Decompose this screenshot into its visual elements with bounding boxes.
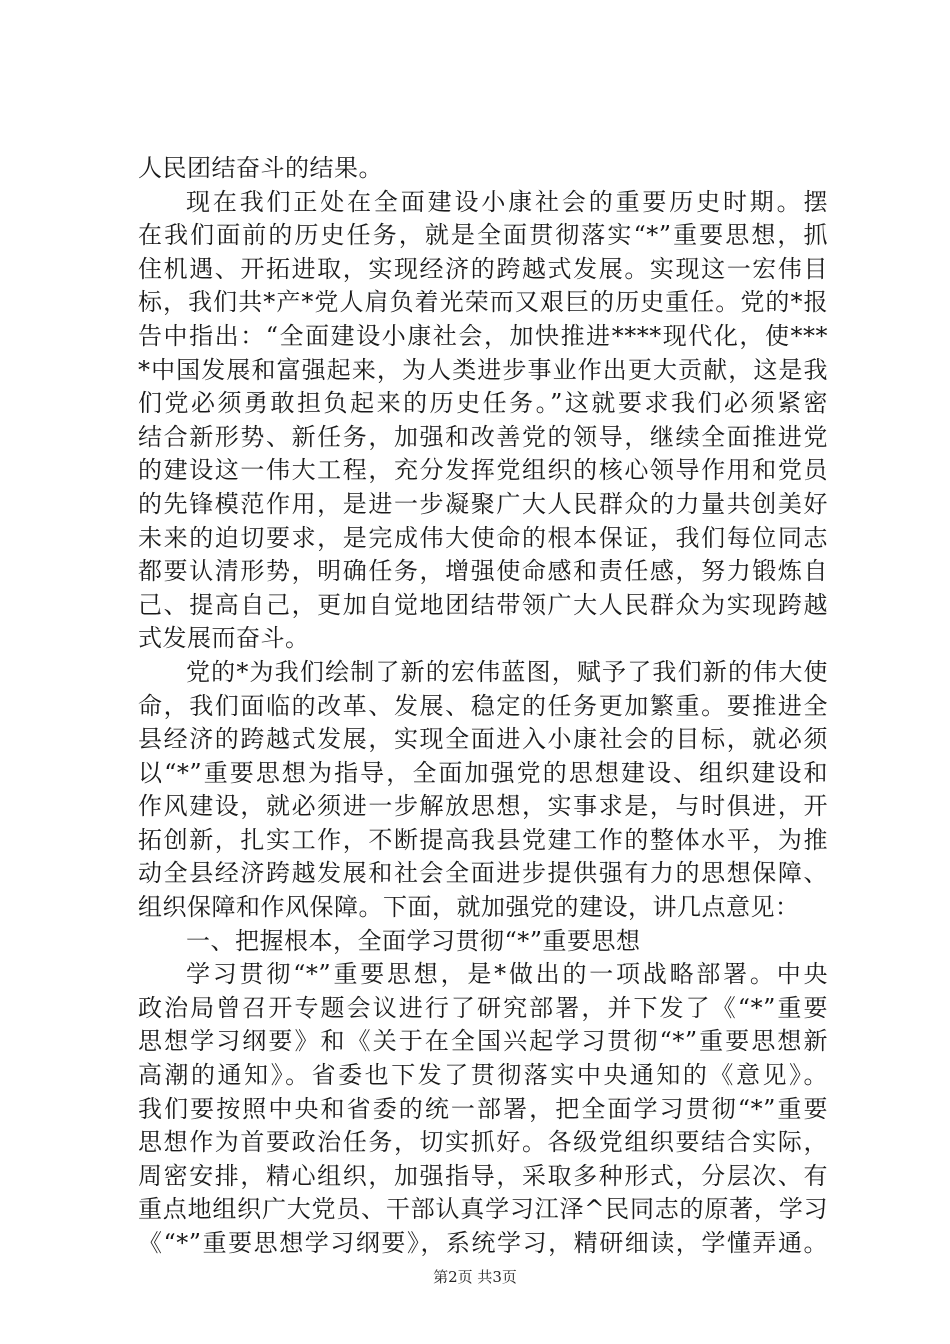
text-line: 在我们面前的历史任务，就是全面贯彻落实“*”重要思想，抓 <box>138 221 828 250</box>
text-line: 己、提高自己，更加自觉地团结带领广大人民群众为实现跨越 <box>138 590 828 619</box>
text-line: 住机遇、开拓进取，实现经济的跨越式发展。实现这一宏伟目 <box>138 254 828 283</box>
text-line: 动全县经济跨越发展和社会全面进步提供强有力的思想保障、 <box>138 859 828 888</box>
text-line: 结合新形势、新任务，加强和改善党的领导，继续全面推进党 <box>138 422 828 451</box>
text-line: 党的*为我们绘制了新的宏伟蓝图，赋予了我们新的伟大使 <box>186 657 828 686</box>
section-heading: 一、把握根本，全面学习贯彻“*”重要思想 <box>186 926 641 955</box>
text-line: 学习贯彻“*”重要思想，是*做出的一项战略部署。中央 <box>186 960 828 989</box>
text-line: 的先锋模范作用，是进一步凝聚广大人民群众的力量共创美好 <box>138 489 828 518</box>
text-line: 命，我们面临的改革、发展、稳定的任务更加繁重。要推进全 <box>138 691 828 720</box>
text-line: 周密安排，精心组织，加强指导，采取多种形式，分层次、有 <box>138 1161 828 1190</box>
text-line: 告中指出：“全面建设小康社会，加快推进****现代化，使*** <box>138 321 828 350</box>
text-line: *中国发展和富强起来，为人类进步事业作出更大贡献，这是我 <box>138 355 828 384</box>
text-line: 思想作为首要政治任务，切实抓好。各级党组织要结合实际， <box>138 1128 828 1157</box>
text-line: 未来的迫切要求，是完成伟大使命的根本保证，我们每位同志 <box>138 523 828 552</box>
text-line: 高潮的通知》。省委也下发了贯彻落实中央通知的《意见》。 <box>138 1061 828 1090</box>
text-line: 们党必须勇敢担负起来的历史任务。”这就要求我们必须紧密 <box>138 389 828 418</box>
text-line: 标，我们共*产*党人肩负着光荣而又艰巨的历史重任。党的*报 <box>138 288 828 317</box>
text-line: 式发展而奋斗。 <box>138 624 310 653</box>
text-line: 思想学习纲要》和《关于在全国兴起学习贯彻“*”重要思想新 <box>138 1027 828 1056</box>
text-line: 《“*”重要思想学习纲要》，系统学习，精研细读，学懂弄通。 <box>138 1229 828 1257</box>
text-line: 作风建设，就必须进一步解放思想，实事求是，与时俱进，开 <box>138 792 828 821</box>
page-number: 第2页 共3页 <box>433 1268 517 1286</box>
body-text <box>138 152 828 1261</box>
text-line: 组织保障和作风保障。下面，就加强党的建设，讲几点意见： <box>138 893 800 922</box>
text-line: 拓创新，扎实工作，不断提高我县党建工作的整体水平，为推 <box>138 825 828 854</box>
text-line: 现在我们正处在全面建设小康社会的重要历史时期。摆 <box>186 187 828 216</box>
text-line: 县经济的跨越式发展，实现全面进入小康社会的目标，就必须 <box>138 725 828 754</box>
text-line: 的建设这一伟大工程，充分发挥党组织的核心领导作用和党员 <box>138 456 828 485</box>
text-line: 人民团结奋斗的结果。 <box>138 154 383 182</box>
text-line: 重点地组织广大党员、干部认真学习江泽^民同志的原著，学习 <box>138 1195 828 1224</box>
text-line: 都要认清形势，明确任务，增强使命感和责任感，努力锻炼自 <box>138 557 828 586</box>
text-line: 以“*”重要思想为指导，全面加强党的思想建设、组织建设和 <box>138 758 828 787</box>
page-footer <box>0 1266 950 1287</box>
text-line: 政治局曾召开专题会议进行了研究部署，并下发了《“*”重要 <box>138 993 828 1022</box>
text-line: 我们要按照中央和省委的统一部署，把全面学习贯彻“*”重要 <box>138 1094 828 1123</box>
